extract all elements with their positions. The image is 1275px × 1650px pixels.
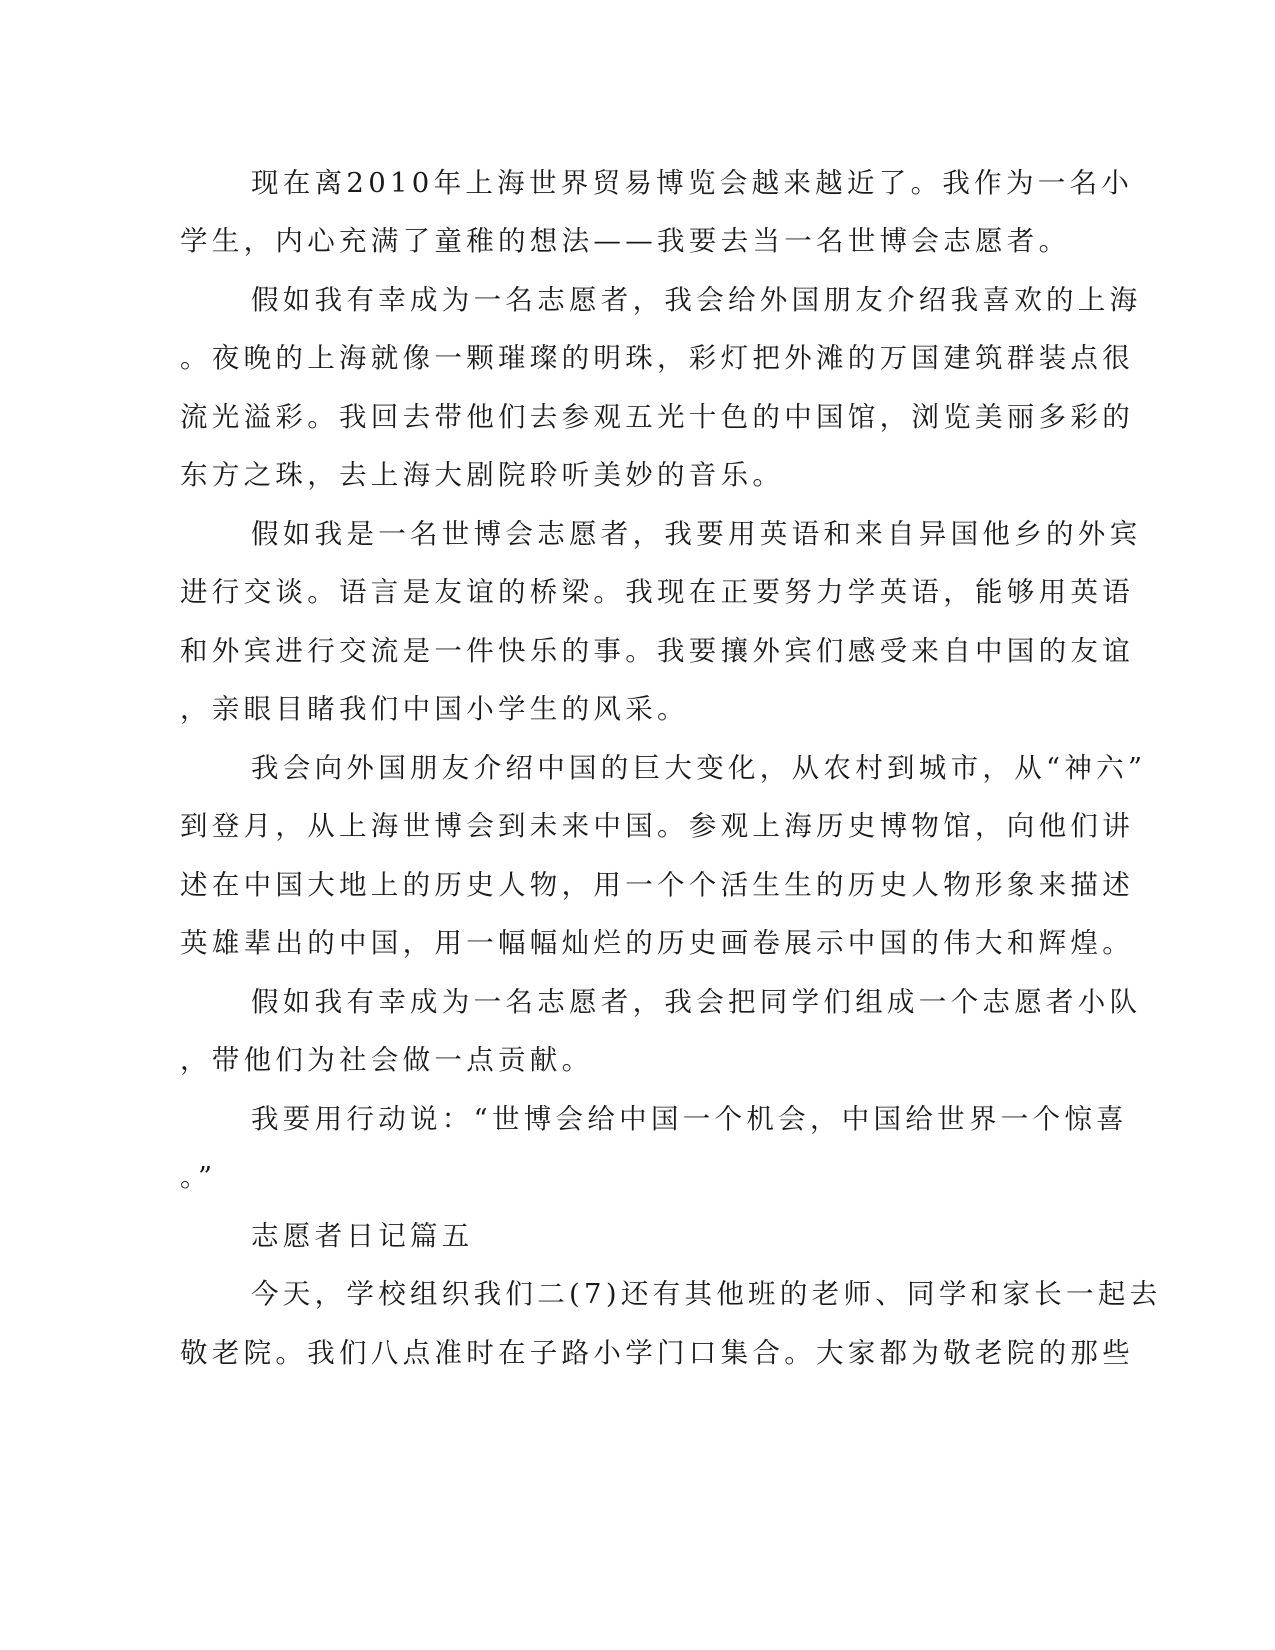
text-line: 我要用行动说：“世博会给中国一个机会，中国给世界一个惊喜 xyxy=(251,1103,1128,1135)
text-line: 今天，学校组织我们二(7)还有其他班的老师、同学和家长一起去 xyxy=(251,1278,1162,1310)
text-line: 流光溢彩。我回去带他们去参观五光十色的中国馆，浏览美丽多彩的 xyxy=(180,401,1134,433)
text-line: 我会向外国朋友介绍中国的巨大变化，从农村到城市，从“神六” xyxy=(251,752,1147,784)
text-line: 进行交谈。语言是友谊的桥梁。我现在正要努力学英语，能够用英语 xyxy=(180,576,1134,608)
text-line: 假如我有幸成为一名志愿者，我会把同学们组成一个志愿者小队 xyxy=(251,986,1142,1018)
text-line: 学生，内心充满了童稚的想法——我要去当一名世博会志愿者。 xyxy=(180,225,1071,257)
text-line: 。夜晚的上海就像一颗璀璨的明珠，彩灯把外滩的万国建筑群装点很 xyxy=(180,342,1134,374)
text-line: 东方之珠，去上海大剧院聆听美妙的音乐。 xyxy=(180,459,785,491)
text-line: 敬老院。我们八点准时在子路小学门口集合。大家都为敬老院的那些 xyxy=(180,1337,1134,1369)
text-line: 到登月，从上海世博会到未来中国。参观上海历史博物馆，向他们讲 xyxy=(180,810,1134,842)
text-line: 假如我是一名世博会志愿者，我要用英语和来自异国他乡的外宾 xyxy=(251,518,1142,550)
text-line: 。” xyxy=(180,1161,217,1193)
text-line: 和外宾进行交流是一件快乐的事。我要攘外宾们感受来自中国的友谊 xyxy=(180,635,1134,667)
text-line: 现在离2010年上海世界贸易博览会越来越近了。我作为一名小 xyxy=(251,167,1134,199)
text-line: 假如我有幸成为一名志愿者，我会给外国朋友介绍我喜欢的上海 xyxy=(251,284,1142,316)
text-line: ，亲眼目睹我们中国小学生的风采。 xyxy=(180,693,689,725)
section-heading: 志愿者日记篇五 xyxy=(251,1220,474,1252)
text-line: 述在中国大地上的历史人物，用一个个活生生的历史人物形象来描述 xyxy=(180,869,1134,901)
text-line: 英雄辈出的中国，用一幅幅灿烂的历史画卷展示中国的伟大和辉煌。 xyxy=(180,927,1134,959)
text-line: ，带他们为社会做一点贡献。 xyxy=(180,1044,594,1076)
